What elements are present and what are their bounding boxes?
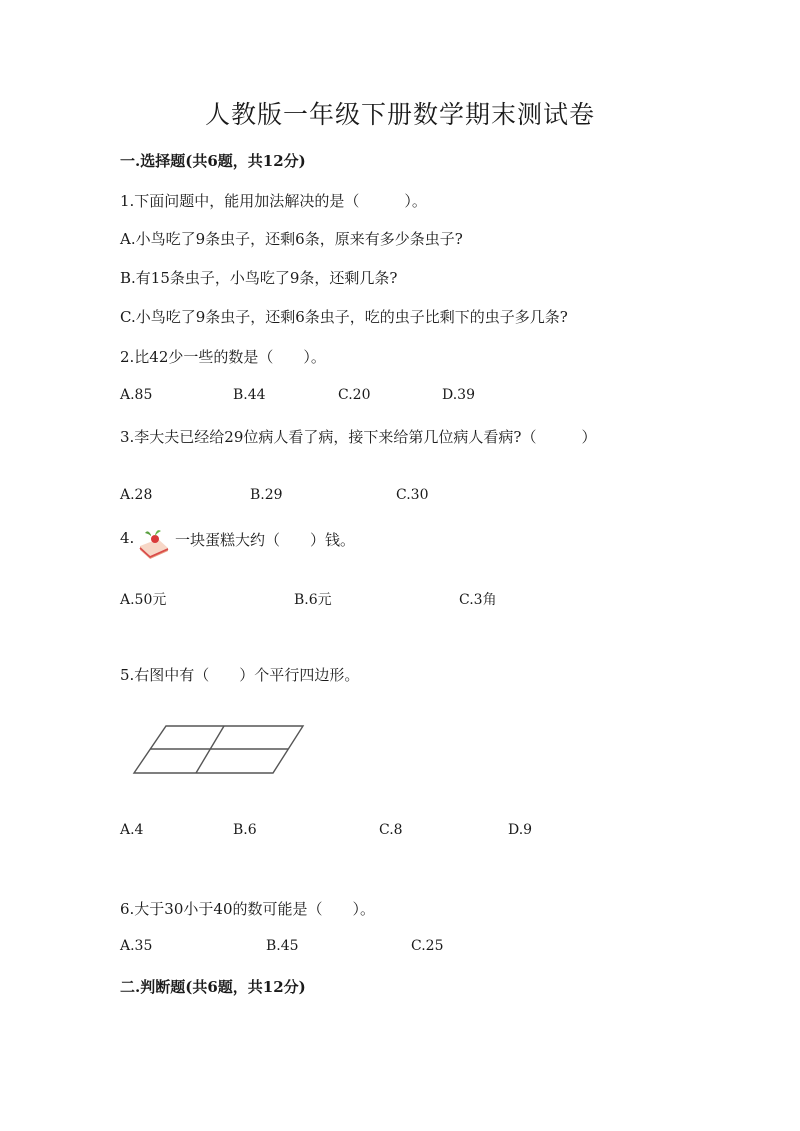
question-6-option-b: B.45 <box>266 938 299 954</box>
question-5-stem: 5.右图中有（ ）个平行四边形。 <box>120 666 360 684</box>
question-1-option-c: C.小鸟吃了9条虫子，还剩6条虫子，吃的虫子比剩下的虫子多几条? <box>120 308 568 326</box>
question-4-option-a: A.50元 <box>120 592 167 608</box>
question-5-option-b: B.6 <box>233 822 257 838</box>
section-heading-judgment: 二.判断题(共6题，共12分) <box>120 978 306 996</box>
cake-image <box>136 526 172 562</box>
question-2-option-d: D.39 <box>442 387 475 403</box>
question-5-option-a: A.4 <box>120 822 144 838</box>
question-3-option-b: B.29 <box>250 487 283 503</box>
question-4-option-c: C.3角 <box>459 592 497 608</box>
question-6-stem: 6.大于30小于40的数可能是（ ）。 <box>120 900 375 918</box>
question-2-option-a: A.85 <box>120 387 153 403</box>
question-6-option-c: C.25 <box>411 938 444 954</box>
page-title: 人教版一年级下册数学期末测试卷 <box>204 100 595 129</box>
question-6-option-a: A.35 <box>120 938 153 954</box>
question-4-number: 4. <box>120 529 135 547</box>
section-heading-choice: 一.选择题(共6题，共12分) <box>120 152 306 170</box>
question-5-option-c: C.8 <box>379 822 403 838</box>
question-2-option-c: C.20 <box>338 387 371 403</box>
question-3-option-c: C.30 <box>396 487 429 503</box>
question-3-option-a: A.28 <box>120 487 153 503</box>
parallelogram-figure <box>128 718 310 778</box>
question-1-option-a: A.小鸟吃了9条虫子，还剩6条，原来有多少条虫子? <box>120 230 463 248</box>
question-4-option-b: B.6元 <box>294 592 332 608</box>
question-3-stem: 3.李大夫已经给29位病人看了病，接下来给第几位病人看病?（ ） <box>120 428 597 446</box>
question-2-stem: 2.比42少一些的数是（ ）。 <box>120 348 326 366</box>
question-1-stem: 1.下面问题中，能用加法解决的是（ ）。 <box>120 192 427 210</box>
question-4-stem: 一块蛋糕大约（ ）钱。 <box>175 531 356 549</box>
question-1-option-b: B.有15条虫子，小鸟吃了9条，还剩几条? <box>120 269 398 287</box>
question-2-option-b: B.44 <box>233 387 266 403</box>
question-5-option-d: D.9 <box>508 822 533 838</box>
